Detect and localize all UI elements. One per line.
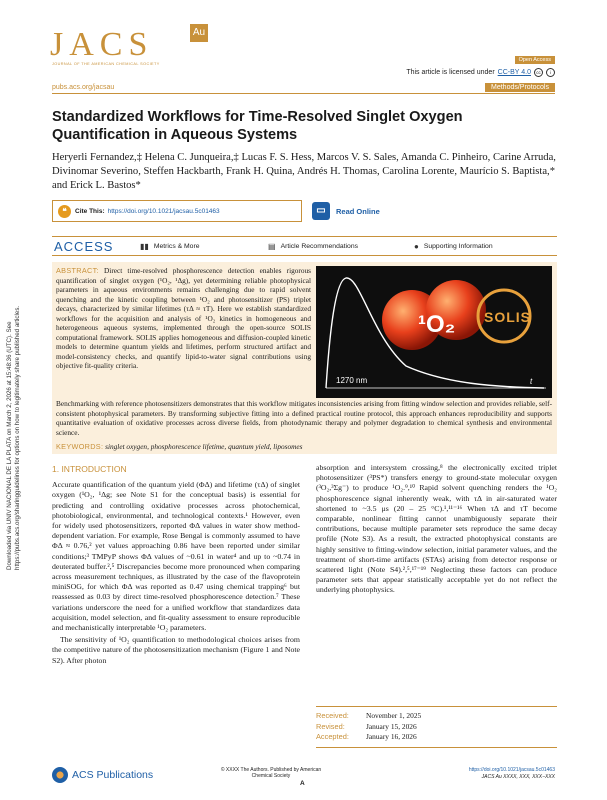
download-notice — [2, 230, 24, 570]
by-icon: i — [546, 68, 555, 77]
wavelength-label: 1270 nm — [336, 376, 368, 385]
footer-citation-text: JACS Au XXXX, XXX, XXX−XXX — [481, 773, 555, 780]
download-notice-text: Downloaded via UNIV NACIONAL DE LA PLATA on March 2, 2026 at 15:48:36 (UTC). See https://pubs.acs.org/sharingguidelines for options on how to legitimately share published articles. — [6, 305, 21, 570]
publisher-name: ACS Publications — [72, 769, 154, 781]
body-column-right — [316, 463, 557, 598]
keywords-text: singlet oxygen, phosphorescence lifetime, quantum yield, liposomes — [105, 442, 303, 451]
license-line — [406, 68, 555, 77]
date-value: November 1, 2025 — [366, 711, 422, 720]
date-value: January 15, 2026 — [366, 721, 417, 731]
footer-doi-link[interactable]: https://doi.org/10.1021/jacsau.5c01463 — [468, 767, 555, 773]
cite-label: Cite This: — [75, 207, 105, 215]
supporting-info-icon: ● — [414, 241, 419, 251]
date-received — [316, 711, 557, 722]
intro-paragraph-2: The sensitivity of ¹O₂ quantification to methodological choices arises from the competitive nature of the photosensitization mechanism (Figure 1 and Note S2). After photon — [52, 635, 300, 665]
cite-bar — [52, 200, 302, 222]
license-prefix: This article is licensed under — [406, 69, 495, 76]
publisher-logo[interactable] — [52, 767, 153, 783]
abstract-part-1 — [56, 266, 311, 371]
keywords-heading: KEYWORDS: — [56, 442, 104, 451]
acs-hex-icon — [52, 767, 68, 783]
date-label: Revised: — [316, 721, 345, 731]
body-column-left — [52, 463, 300, 668]
recommendations-label: Article Recommendations — [280, 242, 359, 250]
read-online-icon: ▭ — [312, 202, 330, 220]
keywords — [56, 442, 302, 451]
access-bar — [52, 236, 557, 256]
toc-graphic — [316, 266, 552, 398]
recommendations-link[interactable] — [268, 242, 414, 251]
supporting-info-label: Supporting Information — [423, 242, 493, 250]
article-type-badge: Methods/Protocols — [485, 83, 555, 92]
date-accepted — [316, 732, 557, 743]
cite-doi-link[interactable]: https://doi.org/10.1021/jacsau.5c01463 — [107, 207, 220, 215]
intro-paragraph-3: absorption and intersystem crossing,⁸ the electronically excited triplet photosensitizer (³PS*) transfers energy to ground-state molecular oxygen (³O₂,³Σg⁻) to produce ¹O₂.⁹,¹⁰ Rapid solvent quenching renders the ¹O₂ phosphorescence signal inherently weak, with τΔ in air-saturated water shortened to ~3.5 μs (20 – 25 °C).¹,¹¹⁻¹⁶ When τΔ and τT become comparable, nonlinear fitting cannot unambiguously separate their contributions, because multiple parameter sets reproduce the same decay profile (Note S3). As a result, the extracted photophysical constants are highly sensitive to fitting-window selection, initial parameter values, and the treatment of short-time artifacts (STAs) arising from detector response or scattered light (Note S4).²,⁵,¹⁷⁻¹⁹ Neglecting these factors can produce parameter sets that appear statistically acceptable yet do not reflect the underlying photophysics. — [316, 463, 557, 595]
abstract-heading: ABSTRACT: — [56, 266, 99, 275]
license-link[interactable]: CC-BY 4.0 — [497, 69, 531, 76]
abstract-text-a: Direct time-resolved phosphorescence detection enables rigorous quantification of singlet oxygen (¹O₂, ¹Δg), yet determining reliable photophysical parameters in aqueous environments remains challenging due to rapid solvent quenching and the kinetic coupling between ¹O₂ and photosensitizer (PS) triplet decays, characterized by similar lifetimes (τΔ ≈ τT). Here we establish standardized workflows for the acquisition and analysis of ¹O₂ kinetics in homogeneous and heterogeneous aqueous systems, implemented through the open-source SOLIS computational framework. SOLIS applies homogeneous and diffusion-coupled kinetic models to determine quantum yields and lifetimes, perform structured artifact and model-consistency checks, and quantify lipid-to-water signal contributions using objective fit-quality criteria. — [56, 266, 311, 370]
molecule-label: ¹O₂ — [418, 311, 456, 338]
abstract-text-b: Benchmarking with reference photosensitizers demonstrates that this workflow mitigates inconsistencies arising from fitting window selection and provides reliable, self-consistent photophysical parameters. By transforming subjective fitting into a defined practical routine protocol, this approach enhances reproducibility and supports quantitative evaluation of oxidative processes across diverse fields, from photodynamic therapy and polymer degradation to chemical synthesis and environmental science. — [56, 399, 552, 437]
supporting-info-link[interactable] — [414, 242, 493, 251]
history-dates — [316, 706, 557, 748]
cc-icon: cc — [534, 68, 543, 77]
copyright-notice: © XXXX The Authors. Published by American Chemical Society — [220, 767, 322, 779]
document-icon: ▤ — [268, 241, 276, 251]
journal-url[interactable]: pubs.acs.org/jacsau — [52, 84, 115, 91]
date-revised — [316, 722, 557, 733]
footer-citation — [469, 767, 555, 780]
header-divider — [52, 93, 555, 94]
toc-graphic-svg — [316, 266, 552, 398]
page-number: A — [300, 780, 305, 787]
author-list: Heryerli Fernandez,‡ Helena C. Junqueira,‡ Lucas F. S. Hess, Marcos V. S. Sales, Amanda C. Pinheiro, Carine Arruda, Divinomar Severino, Steffen Hackbarth, Frank H. Quina, Andrés H. Thomas, Carolina Lorente, Maurício S. Baptista,* and Erick L. Bastos* — [52, 152, 556, 191]
time-axis-label: t — [530, 377, 533, 386]
read-online-button[interactable] — [312, 200, 404, 222]
access-label: ACCESS — [54, 238, 114, 254]
metrics-label: Metrics & More — [153, 242, 200, 250]
journal-logo-subtitle: JOURNAL OF THE AMERICAN CHEMICAL SOCIETY — [52, 62, 160, 66]
open-access-badge: Open Access — [515, 56, 555, 64]
journal-logo: JACS — [50, 26, 154, 63]
cite-icon: ❝ — [58, 205, 71, 218]
section-heading: 1. INTRODUCTION — [52, 464, 127, 474]
intro-paragraph-1: Accurate quantification of the quantum yield (ΦΔ) and lifetime (τΔ) of singlet oxygen (¹O₂, ¹Δg; see Note S1 for the conceptual basis) is essential for predicting and controlling oxidative processes across photochemical, photobiological, environmental, and technological contexts.¹ However, even for widely used photosensitizers, reported ΦΔ values in water show method-dependent variation. For example, Rose Bengal is commonly assumed to have ΦΔ ≈ 0.76,² yet values approaching 0.86 have been reported under similar conditions;³ TMPyP shows ΦΔ values of ~0.61 in water⁴ and up to ~0.74 in deuterated buffer.²,⁵ Discrepancies become more pronounced when comparing across measurement techniques, as illustrated by the case of the flavoprotein miniSOG, for which ΦΔ was reported as 0.47 using chemical trapping⁶ but reassessed as 0.03 by direct time-resolved phosphorescence detection.⁷ These variations underscore the need for a unified workflow that standardizes data acquisition, model selection, and fit-quality assessment to ensure reproducible and mechanistically interpretable ¹O₂ parameters. — [52, 480, 300, 633]
date-value: January 16, 2026 — [366, 732, 417, 741]
date-label: Received: — [316, 711, 349, 720]
article-title: Standardized Workflows for Time-Resolved Singlet Oxygen Quantification in Aqueous Systems — [52, 109, 463, 143]
journal-logo-tag: Au — [190, 24, 208, 42]
solis-logo-text: SOLIS — [484, 309, 532, 325]
date-label: Accepted: — [316, 732, 349, 741]
bar-chart-icon: ▮▮ — [140, 241, 149, 251]
metrics-link[interactable] — [140, 242, 268, 251]
read-online-label: Read Online — [336, 206, 380, 216]
